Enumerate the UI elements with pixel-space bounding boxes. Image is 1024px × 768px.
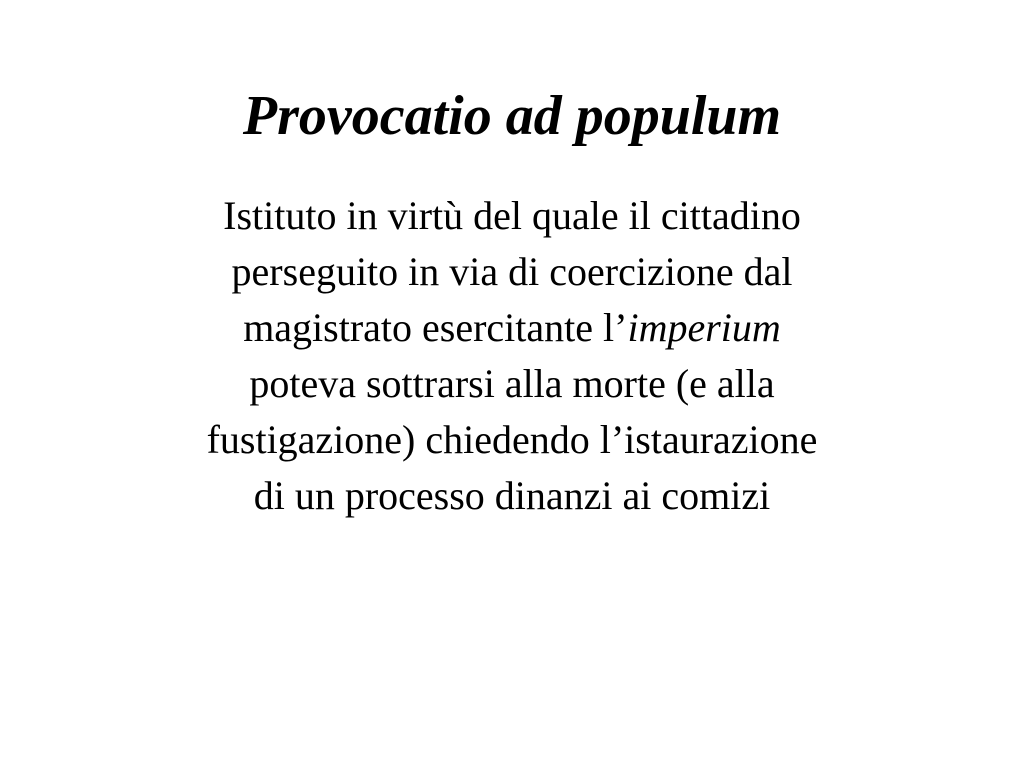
imperium-term: imperium — [627, 305, 781, 350]
body-line-3 — [112, 300, 912, 356]
body-line-3-text: magistrato esercitante l’ — [243, 305, 628, 350]
slide-body — [112, 188, 912, 524]
body-line-2: perseguito in via di coercizione dal — [231, 249, 793, 294]
body-line-1: Istituto in virtù del quale il cittadino — [223, 193, 801, 238]
slide-title: Provocatio ad populum — [242, 85, 782, 147]
body-line-4: poteva sottrarsi alla morte (e alla — [249, 361, 775, 406]
body-line-5: fustigazione) chiedendo l’istaurazione — [206, 417, 818, 462]
body-line-6: di un processo dinanzi ai comizi — [253, 473, 771, 518]
